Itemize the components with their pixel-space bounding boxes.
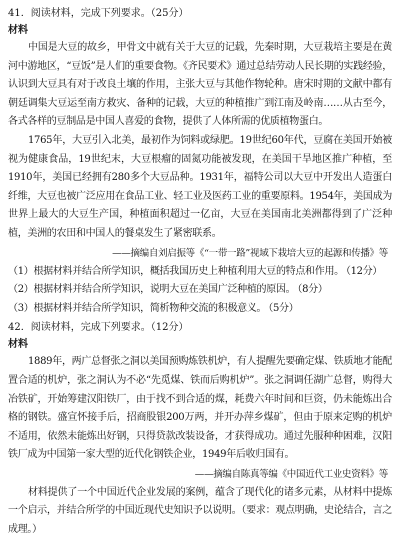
question-42-paragraph-1: 1889年，两广总督张之洞以美国预购炼铁机炉，有人提醒先要确定煤、铁质地才能配置合适的机炉，张之洞认为不必“先觅煤、铁而后购机炉”。张之洞调任湖广总督，购得大冶铁矿，开始筹建汉阳铁厂，由于找不到合适的煤，耗费六年时间和巨资，仍未能炼出合格的钢铁。盛宣怀接手后，招商股银200万两，并开办萍乡煤矿，但由于原来定购的机炉不适用，依然未能炼出好钢，只得贷款改装设备，才获得成功。通过先服种种困难，汉阳铁厂成为中国第一家大型的近代化钢铁企业，1949年后收归国有。	[8, 356, 392, 461]
question-41-item-2: （2）根据材料并结合所学知识，说明大豆在美国广泛种植的原因。 （8分）	[8, 284, 328, 296]
question-41-paragraph-1: 中国是大豆的故乡，甲骨文中就有关于大豆的记载，先秦时期，大豆栽培主要是在黄河中游地区，“豆饭”是人们的重要食物。《齐民要术》通过总结劳动人民长期的实践经验，认识到大豆具有对于改良土壤的作用，主张大豆与其他作物轮种。唐宋时期的文献中都有朝廷调集大豆运至南方救灾、备种的记载，大豆的种植推广到江南及岭南……从古至今，各式各样的豆制品是中国人喜爱的食物，提供了人体所需的优质植物蛋白。	[8, 42, 392, 128]
question-41-source: ——摘编自刘启振等《“一带一路”视域下栽培大豆的起源和传播》等	[112, 247, 388, 259]
question-42-heading: 42．阅读材料，完成下列要求。（12分）	[8, 322, 189, 334]
question-41-material-label: 材料	[8, 25, 28, 36]
question-41-heading: 41．阅读材料，完成下列要求。（25分）	[8, 8, 189, 19]
question-41-item-3: （3）根据材料并结合所学知识，简析物种交流的积极意义。 （5分）	[8, 302, 299, 314]
question-41-paragraph-2: 1765年，大豆引入北美，最初作为饲料或绿肥。19世纪60年代，豆腐在美国开始被视为健康食品，19世纪末，大豆根瘤的固氮功能被发现，在美国干旱地区推广种植，至1910年，美国已经拥有280多个大豆品种。1931年，福特公司以大豆中开发出人造蛋白纤维，大豆也被广泛应用在食品工业、轻工业及医药工业的重要原料。1954年，美国成为世界上最大的大豆生产国，种植面积超过一亿亩，大豆在美国南北美洲都得到了广泛种植，美洲的农田和中国人的餐桌发生了紧密联系。	[8, 134, 392, 239]
question-42-source: ——摘编自陈真等编《中国近代工业史资料》等	[194, 468, 388, 480]
question-41-item-1: （1）根据材料并结合所学知识，概括我国历史上种植利用大豆的特点和作用。 （12分）	[8, 265, 383, 277]
question-42-paragraph-2: 材料提供了一个中国近代企业发展的案例，蕴含了现代化的诸多元素，从材料中提炼一个启示，并结合所学的中国近现代史知识予以说明。（要求：观点明确，史论结合，言之成理。）	[8, 486, 392, 536]
question-42-material-label: 材料	[8, 339, 28, 351]
